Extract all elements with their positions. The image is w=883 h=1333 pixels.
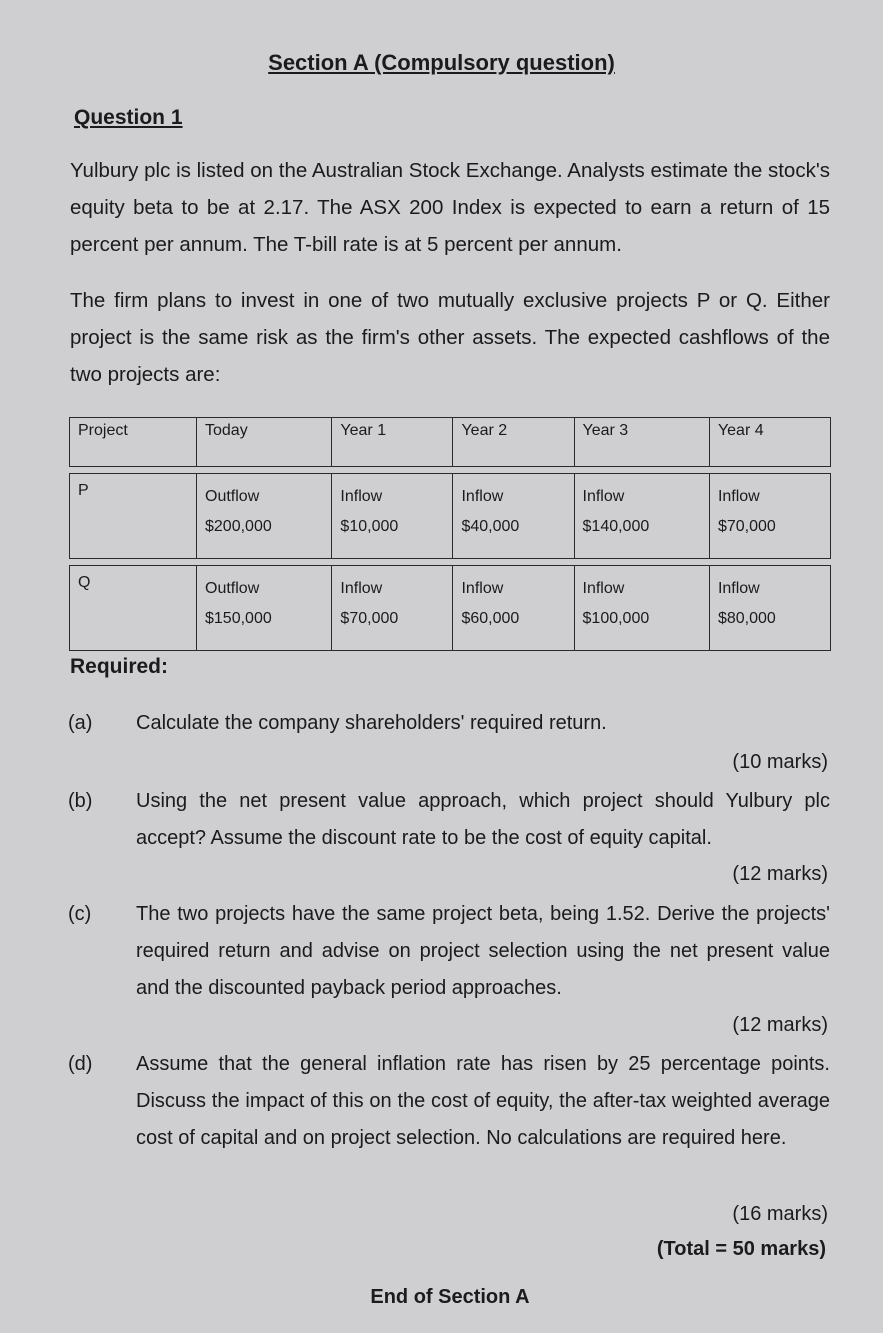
flow-amount: $10,000 <box>340 518 399 535</box>
flow-amount: $60,000 <box>461 610 520 627</box>
question-label: (a) <box>68 712 93 734</box>
flow-amount: $70,000 <box>340 610 399 627</box>
required-heading: Required: <box>70 655 169 678</box>
question-text: Using the net present value approach, which project should Yulbury plc accept? Assume the discount rate to be the cost of equity capital. <box>136 790 830 849</box>
header-year-4: Year 4 <box>709 418 830 467</box>
flow-type: Inflow <box>461 580 504 597</box>
flow-amount: $150,000 <box>205 610 272 627</box>
question-label: (c) <box>68 903 92 925</box>
project-name-cell: P <box>70 474 197 559</box>
cashflow-cell <box>453 566 574 651</box>
header-year-3: Year 3 <box>574 418 709 467</box>
flow-amount: $40,000 <box>461 518 520 535</box>
question-c <box>68 896 830 1007</box>
projects-paragraph: The firm plans to invest in one of two mutually exclusive projects P or Q. Either project is the same risk as the firm's other assets. The expected cashflows of the two projects are: <box>70 289 830 386</box>
flow-amount: $200,000 <box>205 518 272 535</box>
question-b <box>68 783 830 857</box>
flow-type: Inflow <box>340 488 383 505</box>
header-today: Today <box>197 418 332 467</box>
flow-type: Inflow <box>582 488 625 505</box>
cashflow-cell <box>332 566 453 651</box>
question-text: Assume that the general inflation rate has risen by 25 percentage points. Discuss the impact of this on the cost of equity, the after-tax weighted average cost of capital and on project selection. No calculations are required here. <box>136 1053 830 1149</box>
table-row <box>70 474 831 559</box>
intro-paragraph: Yulbury plc is listed on the Australian Stock Exchange. Analysts estimate the stock's equity beta to be at 2.17. The ASX 200 Index is expected to earn a return of 15 percent per annum. The T-bill rate is at 5 percent per annum. <box>70 159 830 256</box>
cashflow-cell <box>709 474 830 559</box>
header-year-1: Year 1 <box>332 418 453 467</box>
cashflow-cell <box>197 566 332 651</box>
marks-a: (10 marks) <box>732 751 828 773</box>
marks-b: (12 marks) <box>732 863 828 885</box>
flow-type: Inflow <box>340 580 383 597</box>
question-a <box>68 705 830 742</box>
cashflow-cell <box>709 566 830 651</box>
cashflow-cell <box>574 566 709 651</box>
flow-type: Inflow <box>582 580 625 597</box>
cashflow-cell <box>332 474 453 559</box>
cashflow-table <box>69 417 831 651</box>
flow-type: Inflow <box>717 488 760 505</box>
question-d <box>68 1046 830 1157</box>
table-header-row <box>70 418 831 467</box>
table-row <box>70 566 831 651</box>
header-year-2: Year 2 <box>453 418 574 467</box>
marks-d: (16 marks) <box>732 1203 828 1225</box>
question-text: Calculate the company shareholders' required return. <box>136 712 607 734</box>
question-text: The two projects have the same project beta, being 1.52. Derive the projects' required return and advise on project selection using the net present value and the discounted payback period approaches. <box>136 903 830 999</box>
flow-amount: $70,000 <box>717 518 776 535</box>
flow-amount: $140,000 <box>582 518 650 535</box>
flow-amount: $100,000 <box>582 610 650 627</box>
end-of-section: End of Section A <box>370 1286 530 1308</box>
question-label: (b) <box>68 790 93 812</box>
flow-amount: $80,000 <box>717 610 776 627</box>
header-project: Project <box>70 418 197 467</box>
flow-type: Inflow <box>717 580 760 597</box>
cashflow-cell <box>574 474 709 559</box>
question-label: (d) <box>68 1053 93 1075</box>
flow-type: Inflow <box>461 488 504 505</box>
cashflow-cell <box>453 474 574 559</box>
marks-c: (12 marks) <box>732 1014 828 1036</box>
flow-type: Outflow <box>205 488 260 505</box>
total-marks: (Total = 50 marks) <box>656 1238 826 1260</box>
project-name-cell: Q <box>70 566 197 651</box>
question-title: Question 1 <box>74 106 183 129</box>
flow-type: Outflow <box>205 580 260 597</box>
section-title: Section A (Compulsory question) <box>268 50 615 75</box>
cashflow-cell <box>197 474 332 559</box>
